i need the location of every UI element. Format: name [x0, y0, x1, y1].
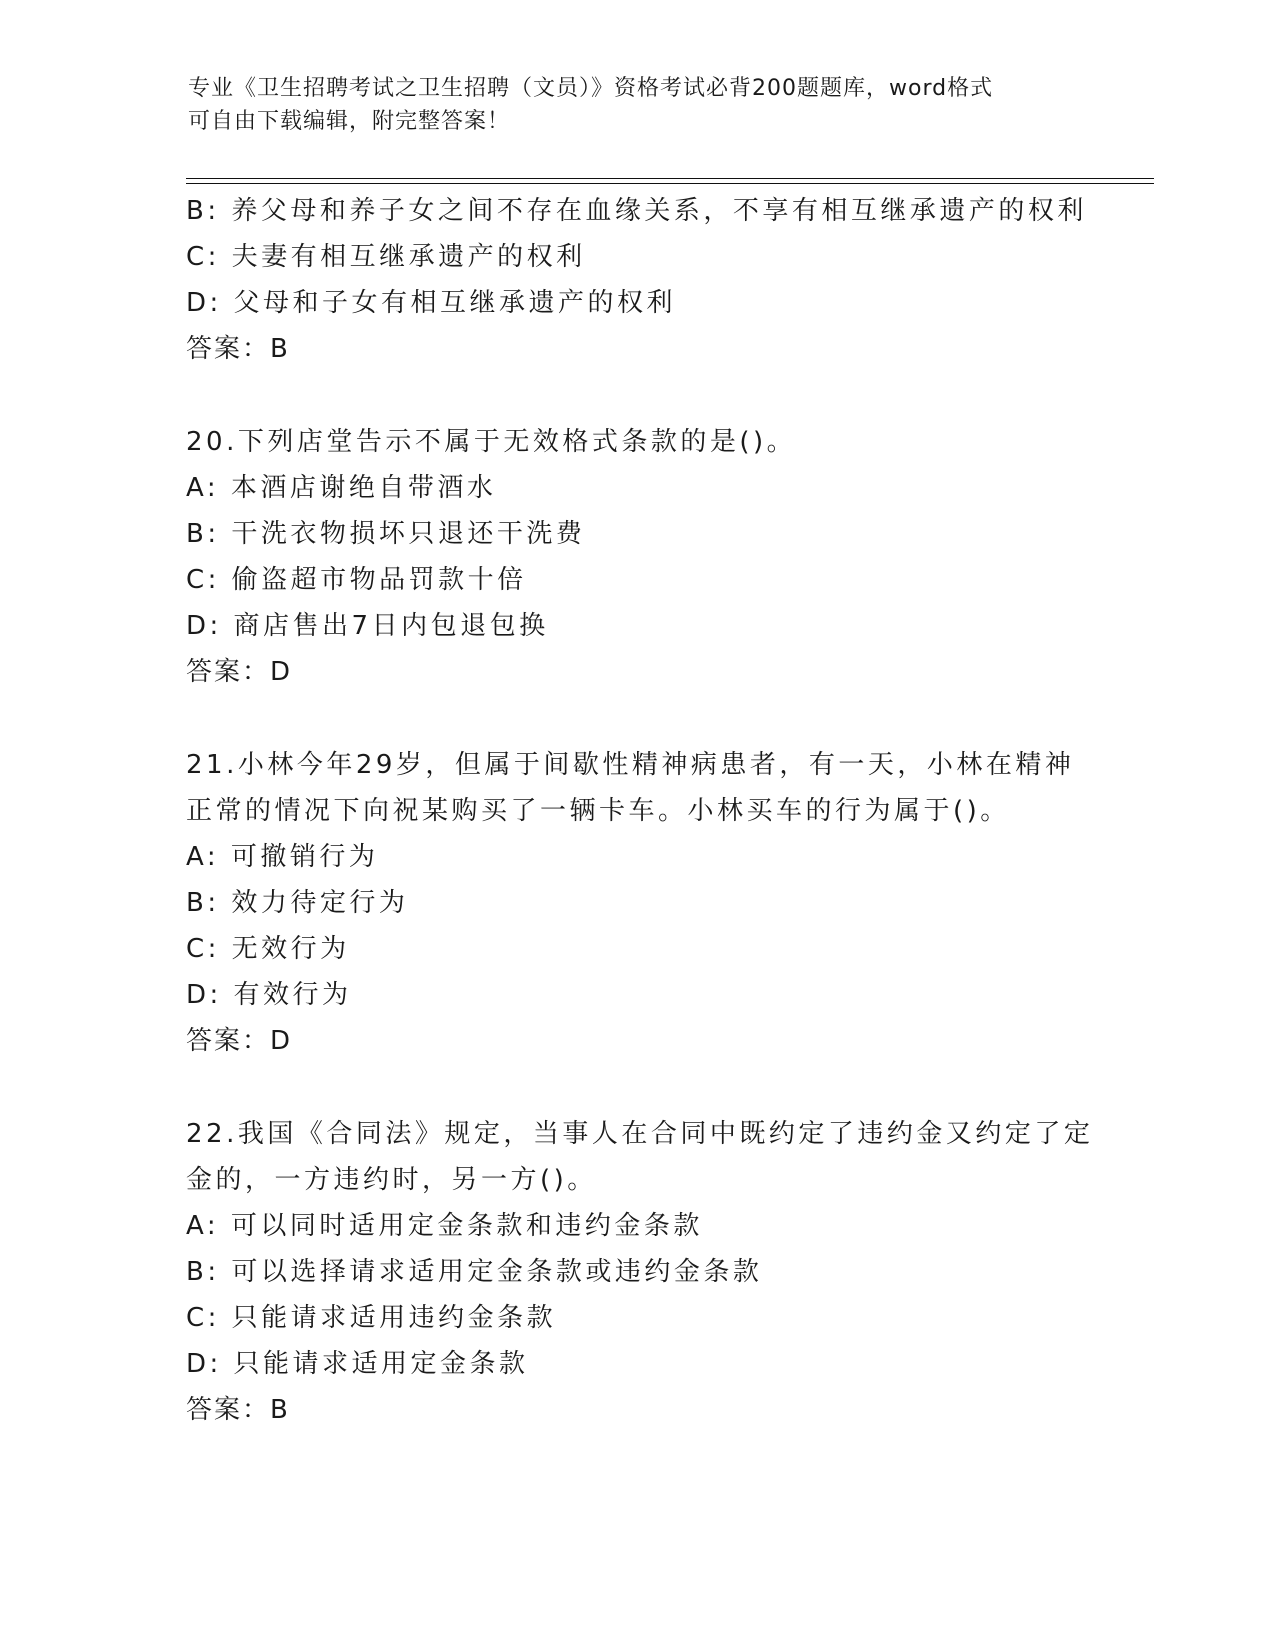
header-divider-top [186, 178, 1154, 179]
spacer [186, 372, 1086, 419]
question-block-22 [186, 1111, 1094, 1433]
question-text: 20.下列店堂告示不属于无效格式条款的是()。 [186, 427, 797, 457]
option-d: D: 有效行为 [186, 980, 352, 1010]
spacer [186, 695, 1086, 742]
question-block-prev [186, 188, 1086, 372]
option-b: B: 可以选择请求适用定金条款或违约金条款 [186, 1257, 763, 1287]
option-c: C: 偷盗超市物品罚款十倍 [186, 565, 527, 595]
option-d: D: 商店售出7日内包退包换 [186, 611, 549, 641]
answer-line: 答案：B [186, 334, 290, 364]
header-line-1: 专业《卫生招聘考试之卫生招聘（文员）》资格考试必背200题题库，word格式 [188, 76, 994, 101]
question-text-line-2: 金的，一方违约时，另一方()。 [186, 1165, 597, 1195]
option-b: B: 养父母和养子女之间不存在血缘关系，不享有相互继承遗产的权利 [186, 196, 1087, 226]
document-body [186, 188, 1094, 1433]
option-a: A: 可以同时适用定金条款和违约金条款 [186, 1211, 703, 1241]
spacer [186, 1064, 1086, 1111]
option-d: D: 父母和子女有相互继承遗产的权利 [186, 288, 677, 318]
option-b: B: 效力待定行为 [186, 888, 409, 918]
question-text-line-1: 21.小林今年29岁，但属于间歇性精神病患者，有一天，小林在精神 [186, 750, 1075, 780]
option-d: D: 只能请求适用定金条款 [186, 1349, 529, 1379]
question-text-line-2: 正常的情况下向祝某购买了一辆卡车。小林买车的行为属于()。 [186, 796, 1010, 826]
question-block-20 [186, 419, 1086, 695]
answer-line: 答案：D [186, 1026, 293, 1056]
header-divider-bottom [186, 183, 1154, 184]
document-header [188, 72, 1068, 138]
option-a: A: 可撤销行为 [186, 842, 379, 872]
answer-line: 答案：B [186, 1395, 290, 1425]
option-c: C: 夫妻有相互继承遗产的权利 [186, 242, 586, 272]
option-c: C: 只能请求适用违约金条款 [186, 1303, 557, 1333]
question-text-line-1: 22.我国《合同法》规定，当事人在合同中既约定了违约金又约定了定 [186, 1119, 1094, 1149]
question-block-21 [186, 742, 1086, 1064]
option-c: C: 无效行为 [186, 934, 350, 964]
header-line-2: 可自由下载编辑，附完整答案！ [188, 109, 511, 134]
option-b: B: 干洗衣物损坏只退还干洗费 [186, 519, 586, 549]
answer-line: 答案：D [186, 657, 293, 687]
option-a: A: 本酒店谢绝自带酒水 [186, 473, 497, 503]
